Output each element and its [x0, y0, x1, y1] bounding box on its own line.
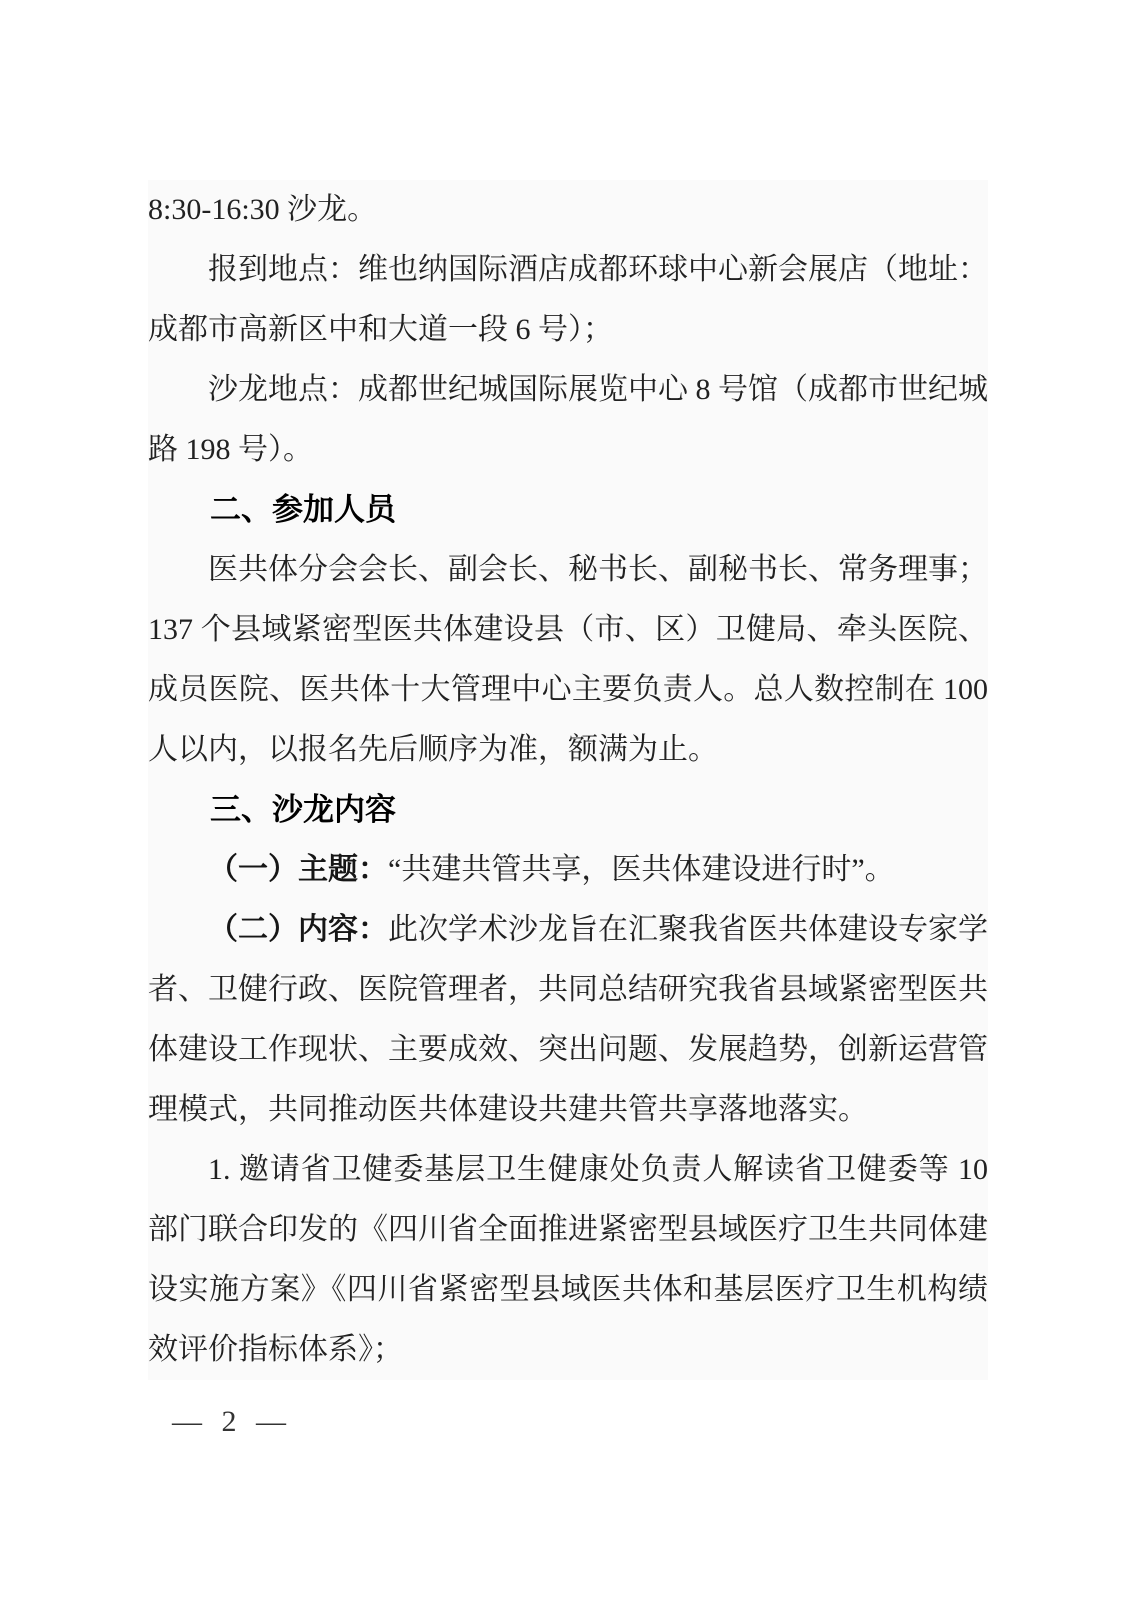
paragraph-participants: 医共体分会会长、副会长、秘书长、副秘书长、常务理事；137 个县域紧密型医共体建设县（市、区）卫健局、牵头医院、成员医院、医共体十大管理中心主要负责人。总人数控制在 100 人以内，以报名先后顺序为准，额满为止。	[148, 553, 988, 766]
paragraph-theme	[148, 840, 988, 900]
page-footer	[172, 1400, 292, 1444]
paragraph-salon-location: 沙龙地点：成都世纪城国际展览中心 8 号馆（成都市世纪城路 198 号）。	[148, 373, 988, 466]
section-heading-salon-content: 三、沙龙内容	[210, 792, 396, 827]
paragraph-time-continuation: 8:30-16:30 沙龙。	[148, 193, 378, 226]
paragraph-list-item-1: 1. 邀请省卫健委基层卫生健康处负责人解读省卫健委等 10 部门联合印发的《四川省全面推进紧密型县域医疗卫生共同体建设实施方案》《四川省紧密型县域医共体和基层医疗卫生机构绩效评价指标体系》；	[148, 1153, 988, 1366]
content-text: 此次学术沙龙旨在汇聚我省医共体建设专家学者、卫健行政、医院管理者，共同总结研究我省县域紧密型医共体建设工作现状、主要成效、突出问题、发展趋势，创新运营管理模式，共同推动医共体建设共建共管共享落地落实。	[148, 913, 988, 1126]
paragraph-checkin-location: 报到地点：维也纳国际酒店成都环球中心新会展店（地址：成都市高新区中和大道一段 6 号）；	[148, 253, 988, 346]
paragraph-content-description	[148, 900, 988, 1140]
theme-text: “共建共管共享，医共体建设进行时”。	[388, 853, 895, 886]
section-heading-participants: 二、参加人员	[210, 492, 396, 527]
theme-label: （一）主题：	[208, 853, 388, 886]
content-label: （二）内容：	[208, 913, 388, 946]
document-body	[148, 180, 988, 1380]
page-number: — 2 —	[172, 1405, 292, 1438]
